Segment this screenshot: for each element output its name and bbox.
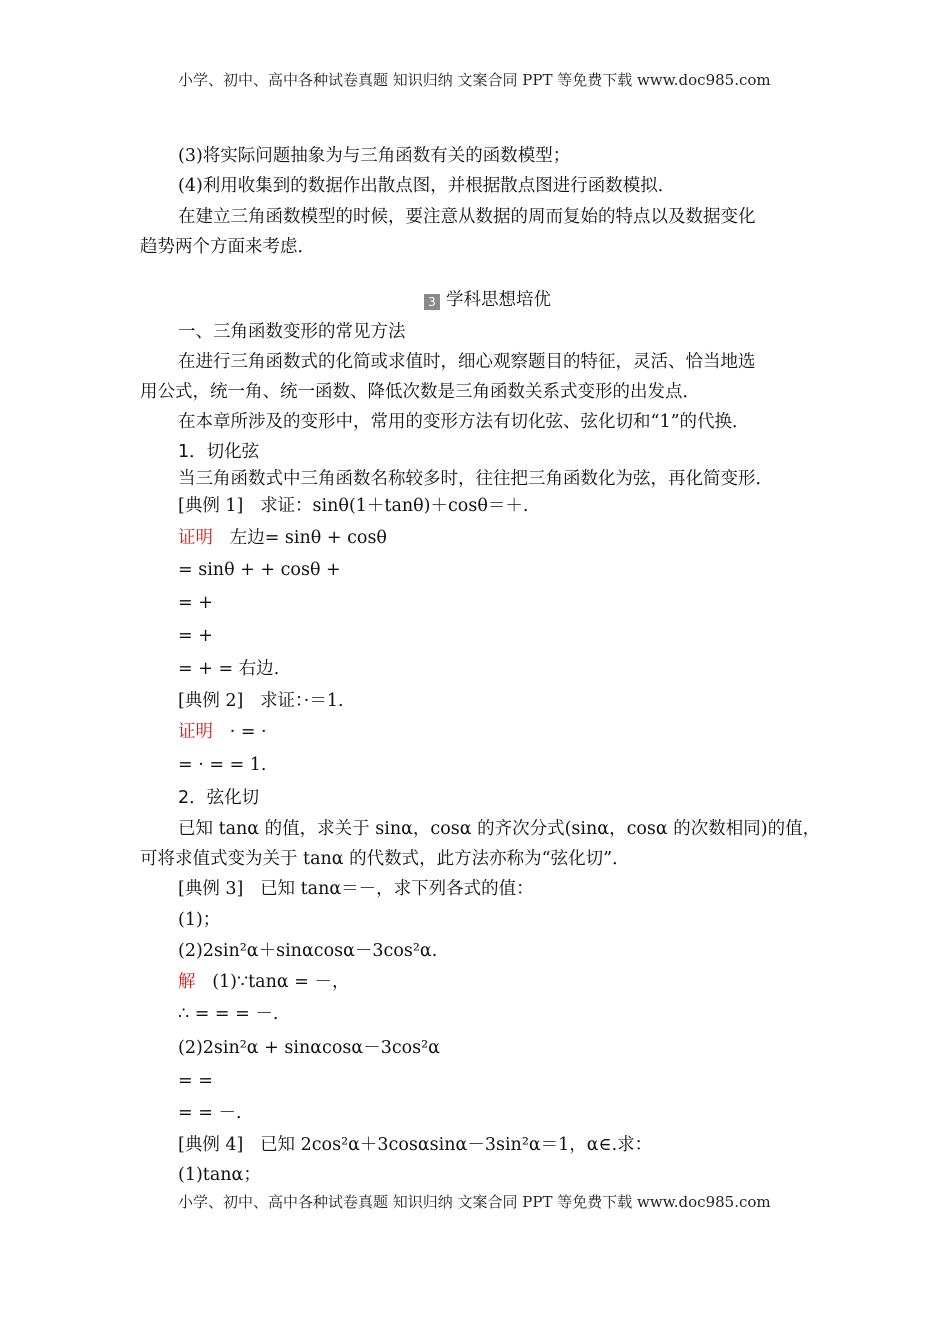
paragraph-2: 在本章所涉及的变形中，常用的变形方法有切化弦、弦化切和“1”的代换． xyxy=(178,412,750,432)
page-header: 小学、初中、高中各种试卷真题 知识归纳 文案合同 PPT 等免费下载 www.doc985.com xyxy=(178,71,771,89)
example-3-label: [典例 3] xyxy=(178,879,244,899)
proof-1-left: 左边 xyxy=(229,528,265,548)
method-1-desc: 当三角函数式中三角函数名称较多时，往往把三角函数化为弦，再化简变形． xyxy=(178,469,773,489)
paragraph-1-line-1: 在进行三角函数式的化简或求值时，细心观察题目的特征，灵活、恰当地选 xyxy=(178,352,756,372)
proof-2-line-2: = · = = 1. xyxy=(178,755,267,775)
method-2-desc-1: 已知 tanα 的值，求关于 sinα，cosα 的齐次分式(sinα，cosα 的次数相同)的值， xyxy=(178,819,821,839)
page-footer: 小学、初中、高中各种试卷真题 知识归纳 文案合同 PPT 等免费下载 www.doc985.com xyxy=(178,1193,771,1211)
section-title-text: 学科思想培优 xyxy=(446,290,551,310)
proof-1-right: 右边 xyxy=(238,659,274,679)
example-4-text: 已知 2cos²α＋3cosαsinα－3sin²α＝1，α∈.求： xyxy=(260,1135,653,1155)
section-title xyxy=(424,288,551,312)
example-4 xyxy=(178,1133,652,1157)
method-1-title: 1．切化弦 xyxy=(178,442,260,462)
proof-1-expr: = sinθ + cosθ xyxy=(264,528,387,548)
method-2-desc-2: 可将求值式变为关于 tanα 的代数式，此方法亦称为“弦化切”． xyxy=(140,849,630,869)
step-3: (3)将实际问题抽象为与三角函数有关的函数模型； xyxy=(178,146,571,166)
section-number-icon: 3 xyxy=(424,294,440,310)
solution-label: 解 xyxy=(178,972,196,992)
solution-expr-1: (1)∵tanα = －， xyxy=(212,972,350,992)
question-1: (1)； xyxy=(178,910,221,930)
proof-2-line-1 xyxy=(178,720,267,744)
example-2-label: [典例 2] xyxy=(178,691,244,711)
proof-1-label: 证明 xyxy=(178,528,213,548)
paragraph-1-line-2: 用公式，统一角、统一函数、降低次数是三角函数关系式变形的出发点． xyxy=(140,382,700,402)
proof-1-line-4: = + xyxy=(178,626,213,646)
method-2-title: 2．弦化切 xyxy=(178,788,260,808)
solution-line-2: ∴ = = = －. xyxy=(178,1004,279,1024)
proof-1-line-5: = + = 右边. xyxy=(178,659,280,679)
example-4-question-1: (1)tanα； xyxy=(178,1165,261,1185)
note-line-2: 趋势两个方面来考虑． xyxy=(140,237,315,257)
question-2: (2)2sin²α＋sinαcosα－3cos²α. xyxy=(178,941,438,961)
part-heading: 一、三角函数变形的常见方法 xyxy=(178,322,406,342)
example-2-text: 求证：·＝1. xyxy=(260,691,344,711)
proof-2-expr: · = · xyxy=(229,722,267,742)
proof-1-line-2: = sinθ + + cosθ + xyxy=(178,560,341,580)
example-2 xyxy=(178,689,344,713)
solution-line-5: = = －. xyxy=(178,1103,242,1123)
proof-2-label: 证明 xyxy=(178,722,213,742)
proof-1-line-1 xyxy=(178,526,387,550)
solution-line-3: (2)2sin²α + sinαcosα－3cos²α xyxy=(178,1038,440,1058)
example-1-text: 求证：sinθ(1＋tanθ)＋cosθ＝＋. xyxy=(260,496,529,516)
example-3-text: 已知 tanα＝－，求下列各式的值： xyxy=(260,879,534,899)
solution-line-4: = = xyxy=(178,1071,213,1091)
example-1 xyxy=(178,494,528,518)
note-line-1: 在建立三角函数模型的时候，要注意从数据的周而复始的特点以及数据变化 xyxy=(178,207,756,227)
step-4: (4)利用收集到的数据作出散点图，并根据散点图进行函数模拟． xyxy=(178,176,676,196)
example-4-label: [典例 4] xyxy=(178,1135,244,1155)
example-1-label: [典例 1] xyxy=(178,496,244,516)
proof-1-line-3: = + xyxy=(178,593,213,613)
proof-1-line-5-expr: = + = xyxy=(178,659,239,679)
example-3 xyxy=(178,877,534,901)
solution-line-1 xyxy=(178,970,349,994)
